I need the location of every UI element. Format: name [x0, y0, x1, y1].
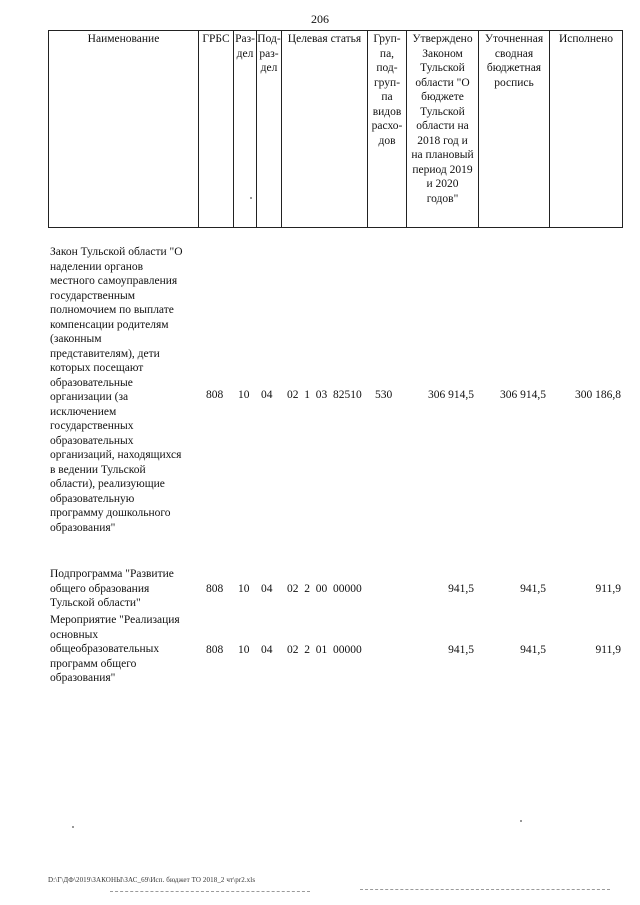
row-1-name: Закон Тульской области "О наделении органов местного самоуправления государственным полномочием по выплате компенсации родителям (законным представителям), дети которых посещают образовательные организации (за исключением государственных образовательных организаций, находящихся в ведении Тульской области), реализующие образовательную программу дошкольного образования": [50, 246, 183, 534]
row-1-grbs: 808: [206, 389, 224, 401]
row-2-podrazdel: 04: [261, 583, 273, 595]
row-3-executed: 911,9: [595, 644, 621, 656]
row-2-name: Подпрограмма "Развитие общего образования Тульской области": [50, 568, 174, 609]
row-1-refined: 306 914,5: [500, 389, 546, 401]
header-grbs: ГРБС: [199, 31, 234, 227]
scan-speck: [520, 820, 522, 822]
scan-artifact-line: [360, 889, 610, 890]
row-1-approved: 306 914,5: [428, 389, 474, 401]
row-2-grbs: 808: [206, 583, 224, 595]
row-2-approved: 941,5: [448, 583, 474, 595]
row-3-name: Мероприятие "Реализация основных общеобразовательных программ общего образования": [50, 614, 180, 684]
header-group: Груп- па, под- груп- па видов расхо- дов: [368, 31, 407, 227]
page-number: 206: [311, 12, 329, 26]
header-executed: Исполнено: [558, 33, 614, 45]
row-3-podrazdel: 04: [261, 644, 273, 656]
scan-speck: [72, 826, 74, 828]
row-1-podrazdel: 04: [261, 389, 273, 401]
row-1-executed: 300 186,8: [575, 389, 621, 401]
header-razdel: Раз- дел: [234, 31, 257, 227]
footer-file-path: D:\Г\ДФ\2019\ЗАКОНЫ\ЗАС_69\Исп. бюджет ТО 2018_2 чт\pr2.xls: [48, 876, 256, 884]
header-podrazdel: Под- раз- дел: [257, 31, 282, 227]
row-3-razdel: 10: [238, 644, 250, 656]
header-approved: Утверждено Законом Тульской области "О бюджете Тульской области на 2018 год и на плановый период 2019 и 2020 годов": [407, 31, 479, 227]
row-1-group: 530: [375, 389, 393, 401]
row-3-grbs: 808: [206, 644, 224, 656]
row-3-approved: 941,5: [448, 644, 474, 656]
header-name: Наименование: [49, 31, 199, 227]
row-2-refined: 941,5: [520, 583, 546, 595]
row-3-target: 02 2 01 00000: [287, 644, 362, 656]
scan-speck: [250, 197, 252, 199]
scan-artifact-line: [110, 891, 310, 892]
row-2-executed: 911,9: [595, 583, 621, 595]
row-3-refined: 941,5: [520, 644, 546, 656]
row-1-razdel: 10: [238, 389, 250, 401]
header-target: Целевая статья: [282, 31, 368, 227]
row-2-razdel: 10: [238, 583, 250, 595]
row-1-target: 02 1 03 82510: [287, 389, 362, 401]
header-refined: Уточненная сводная бюджетная роспись: [479, 31, 550, 227]
row-2-target: 02 2 00 00000: [287, 583, 362, 595]
table-header: [48, 30, 623, 228]
